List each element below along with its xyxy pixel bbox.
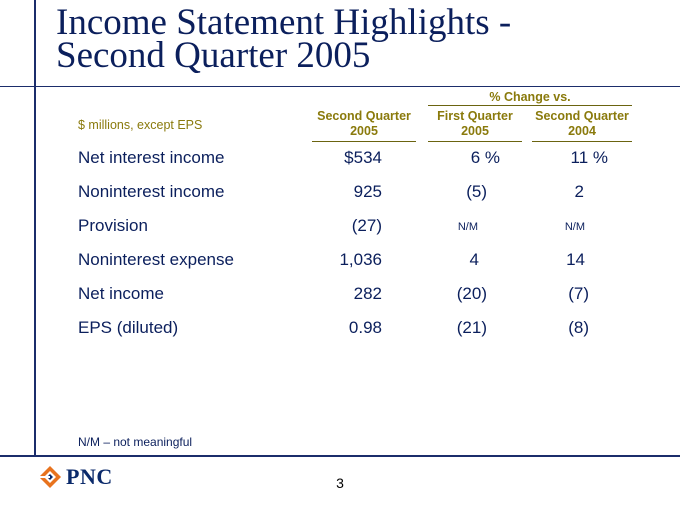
pct-vs-q2-2004: (7) [568, 284, 589, 303]
pct-vs-q1-2005: (21) [456, 318, 487, 337]
row-label-eps-diluted: EPS (diluted) [78, 318, 179, 337]
col-header-underline [532, 141, 632, 142]
pct-vs-q2-2004: 2 [574, 182, 584, 201]
row-label-noninterest-expense: Noninterest expense [78, 250, 234, 269]
row-label-provision: Provision [78, 216, 148, 235]
col-header-underline [312, 141, 416, 142]
pct-vs-q1-2005: 4 [469, 250, 479, 269]
col-header-underline [428, 141, 522, 142]
col-header-line1: First Quarter [437, 109, 513, 123]
pct-vs-q1-2005: 6 % [470, 148, 500, 167]
value-q2-2005: $534 [344, 148, 382, 167]
units-note: $ millions, except EPS [78, 118, 203, 132]
pnc-logo-text: PNC [66, 464, 113, 489]
pct-change-header: % Change vs. [489, 90, 571, 104]
footer-divider [0, 455, 680, 457]
pct-vs-q2-2004: 14 [566, 250, 585, 269]
value-q2-2005: (27) [351, 216, 382, 235]
col-header-q2-2005 [312, 109, 416, 139]
title-line-2: Second Quarter 2005 [56, 35, 371, 76]
row-label-net-interest-income: Net interest income [78, 148, 225, 167]
title-divider [0, 86, 680, 87]
value-q2-2005: 925 [353, 182, 382, 201]
footnote-nm: N/M – not meaningful [78, 435, 193, 449]
pct-vs-q1-2005: N/M [457, 221, 478, 233]
pct-vs-q2-2004: (8) [568, 318, 589, 337]
left-vertical-rule [34, 0, 36, 455]
col-header-line2: 2005 [461, 124, 489, 138]
col-header-q2-2004 [532, 109, 632, 139]
value-q2-2005: 0.98 [348, 318, 382, 337]
col-header-line1: Second Quarter [535, 109, 629, 123]
pct-vs-q2-2004: 11 % [570, 148, 608, 167]
col-header-line2: 2004 [568, 124, 596, 138]
pct-vs-q1-2005: (5) [466, 182, 487, 201]
col-header-line1: Second Quarter [317, 109, 411, 123]
title-line-1: Income Statement Highlights - [56, 2, 512, 43]
page-number: 3 [336, 475, 344, 491]
value-q2-2005: 282 [353, 284, 382, 303]
pct-vs-q1-2005: (20) [456, 284, 487, 303]
page-title [56, 2, 512, 76]
pct-change-underline [428, 105, 632, 106]
value-q2-2005: 1,036 [339, 250, 382, 269]
col-header-q1-2005 [428, 109, 522, 139]
col-header-line2: 2005 [350, 124, 378, 138]
row-label-noninterest-income: Noninterest income [78, 182, 225, 201]
pct-vs-q2-2004: N/M [564, 221, 585, 233]
row-label-net-income: Net income [78, 284, 164, 303]
